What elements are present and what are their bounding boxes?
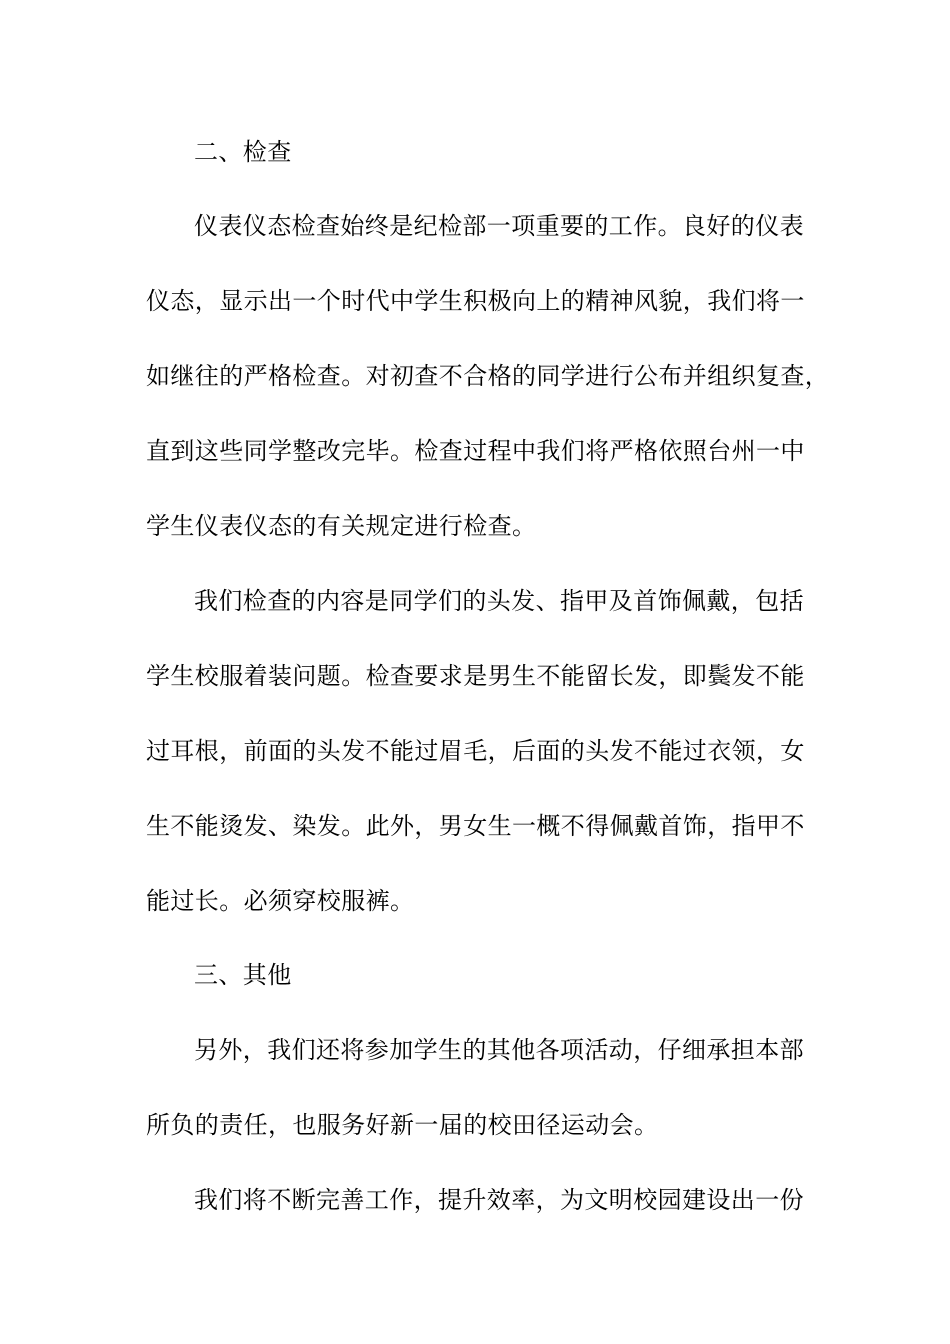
paragraph-line: 仪表仪态检查始终是纪检部一项重要的工作。良好的仪表 bbox=[194, 212, 804, 240]
paragraph-line: 如继往的严格检查。对初查不合格的同学进行公布并组织复查， bbox=[146, 362, 830, 390]
paragraph-line: 另外，我们还将参加学生的其他各项活动，仔细承担本部 bbox=[194, 1036, 804, 1064]
paragraph-line: 生不能烫发、染发。此外，男女生一概不得佩戴首饰，指甲不 bbox=[146, 812, 805, 840]
paragraph-line: 学生仪表仪态的有关规定进行检查。 bbox=[146, 512, 537, 540]
paragraph-line: 我们检查的内容是同学们的头发、指甲及首饰佩戴，包括 bbox=[194, 587, 804, 615]
paragraph-line: 学生校服着装问题。检查要求是男生不能留长发，即鬓发不能 bbox=[146, 662, 805, 690]
paragraph-line: 过耳根，前面的头发不能过眉毛，后面的头发不能过衣领，女 bbox=[146, 737, 805, 765]
paragraph-line: 仪态，显示出一个时代中学生积极向上的精神风貌，我们将一 bbox=[146, 287, 805, 315]
section-heading-other: 三、其他 bbox=[194, 961, 292, 989]
paragraph-line: 我们将不断完善工作，提升效率，为文明校园建设出一份 bbox=[194, 1186, 804, 1214]
paragraph-line: 能过长。必须穿校服裤。 bbox=[146, 887, 415, 915]
paragraph-line: 所负的责任，也服务好新一届的校田径运动会。 bbox=[146, 1111, 659, 1139]
paragraph-line: 直到这些同学整改完毕。检查过程中我们将严格依照台州一中 bbox=[146, 437, 805, 465]
section-heading-inspection: 二、检查 bbox=[194, 138, 292, 166]
